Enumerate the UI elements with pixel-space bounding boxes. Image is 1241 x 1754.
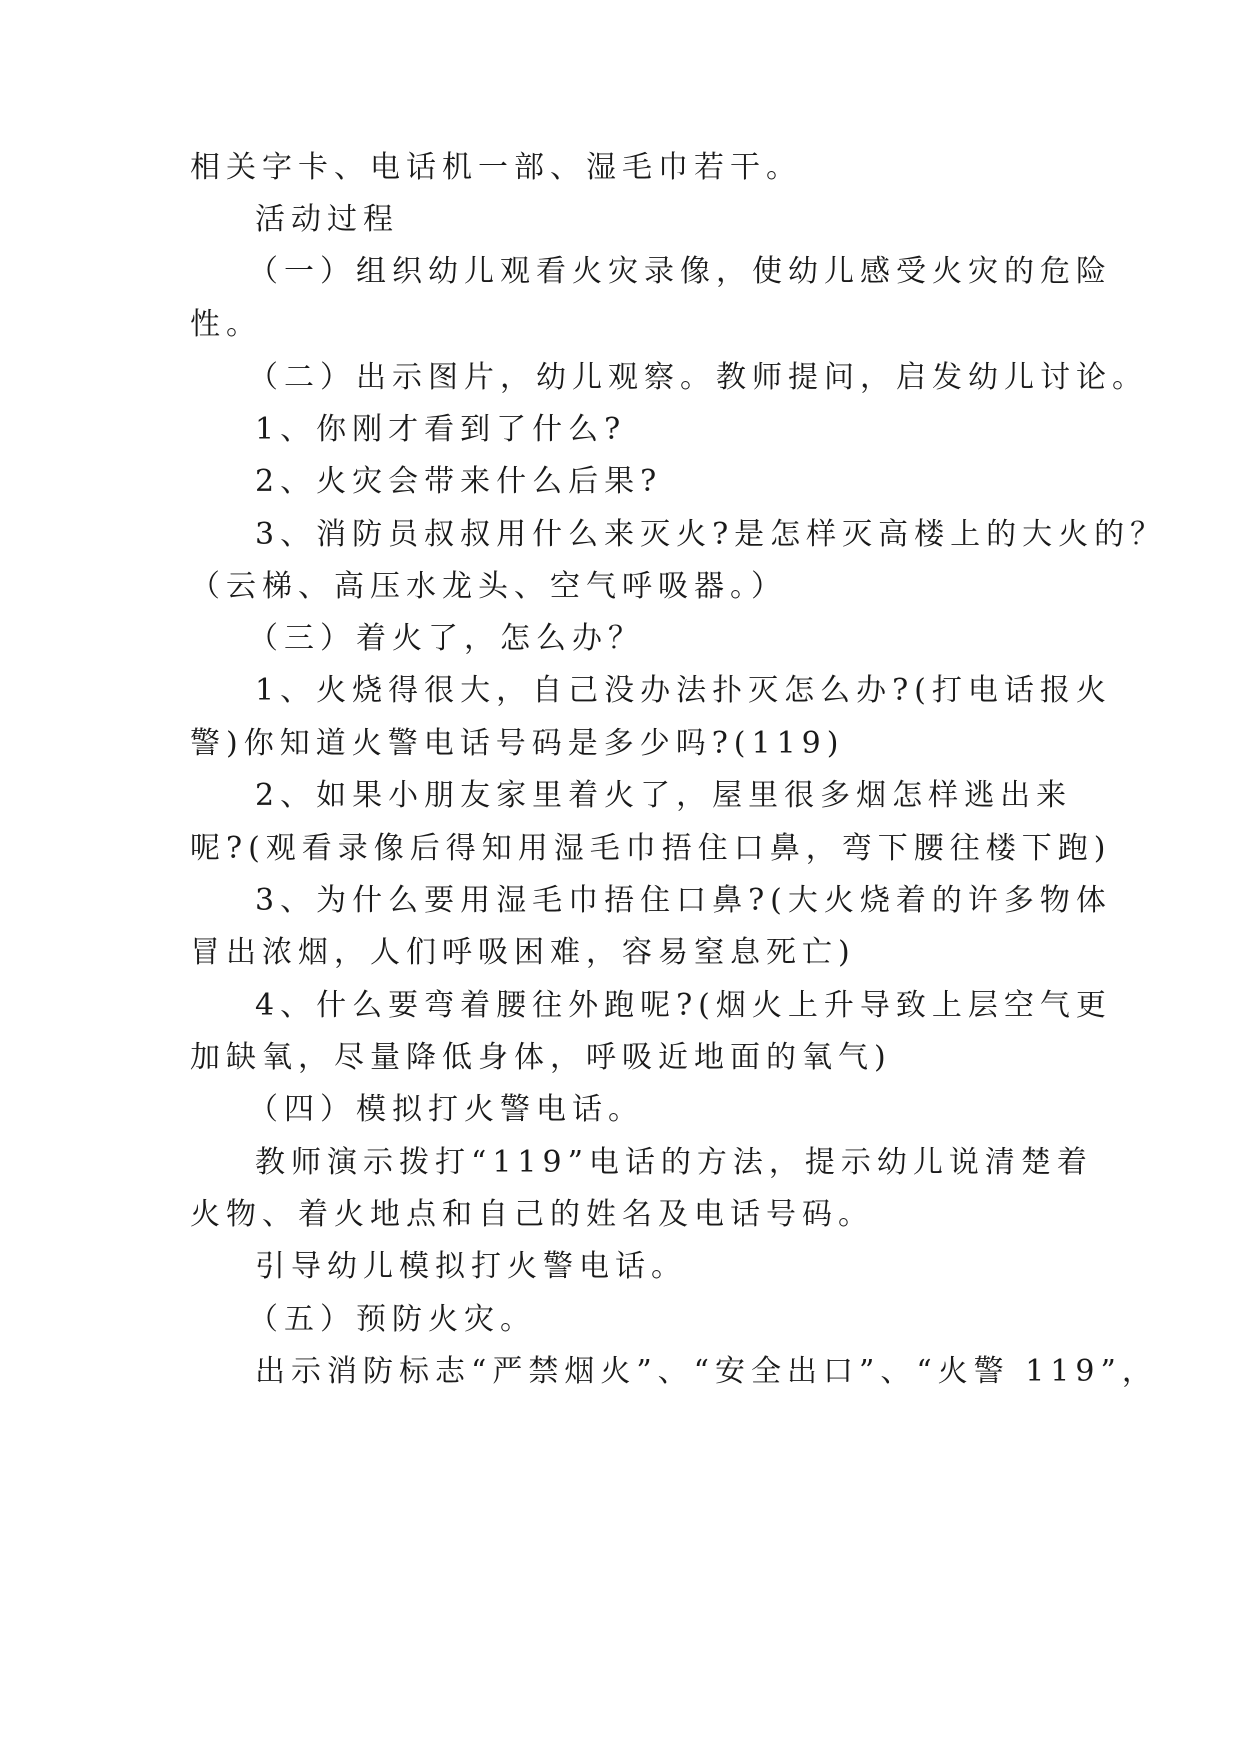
text-line: 火物、着火地点和自己的姓名及电话号码。 <box>190 1197 874 1232</box>
text-line: 1、你刚才看到了什么? <box>255 412 627 447</box>
text-line: （一）组织幼儿观看火灾录像，使幼儿感受火灾的危险 <box>248 254 1112 289</box>
text-line: 2、火灾会带来什么后果? <box>255 464 663 499</box>
text-line: 2、如果小朋友家里着火了，屋里很多烟怎样逃出来 <box>255 778 1073 813</box>
text-line: 出示消防标志“严禁烟火”、“安全出口”、“火警 119”， <box>255 1354 1158 1389</box>
text-line: （二）出示图片，幼儿观察。教师提问，启发幼儿讨论。 <box>248 360 1148 395</box>
text-line: 引导幼儿模拟打火警电话。 <box>255 1249 687 1284</box>
text-line: 4、什么要弯着腰往外跑呢?(烟火上升导致上层空气更 <box>255 988 1112 1023</box>
text-line: 3、为什么要用湿毛巾捂住口鼻?(大火烧着的许多物体 <box>255 883 1112 918</box>
text-line: （云梯、高压水龙头、空气呼吸器。） <box>190 569 787 604</box>
text-line: （三）着火了，怎么办？ <box>248 621 644 656</box>
text-line: 呢?(观看录像后得知用湿毛巾捂住口鼻，弯下腰往楼下跑) <box>190 831 1112 866</box>
text-line: 教师演示拨打“119”电话的方法，提示幼儿说清楚着 <box>255 1145 1093 1180</box>
section-heading: 活动过程 <box>255 202 399 237</box>
text-line: （五）预防火灾。 <box>248 1302 536 1337</box>
text-line: 3、消防员叔叔用什么来灭火?是怎样灭高楼上的大火的？ <box>255 517 1167 552</box>
text-line: 警)你知道火警电话号码是多少吗?(119) <box>190 726 845 761</box>
text-line: 1、火烧得很大，自己没办法扑灭怎么办?(打电话报火 <box>255 673 1112 708</box>
text-line: 加缺氧，尽量降低身体，呼吸近地面的氧气) <box>190 1040 892 1075</box>
text-line: 性。 <box>190 307 262 342</box>
text-line: 冒出浓烟，人们呼吸困难，容易窒息死亡) <box>190 935 856 970</box>
text-line: （四）模拟打火警电话。 <box>248 1092 644 1127</box>
text-line: 相关字卡、电话机一部、湿毛巾若干。 <box>190 150 802 185</box>
